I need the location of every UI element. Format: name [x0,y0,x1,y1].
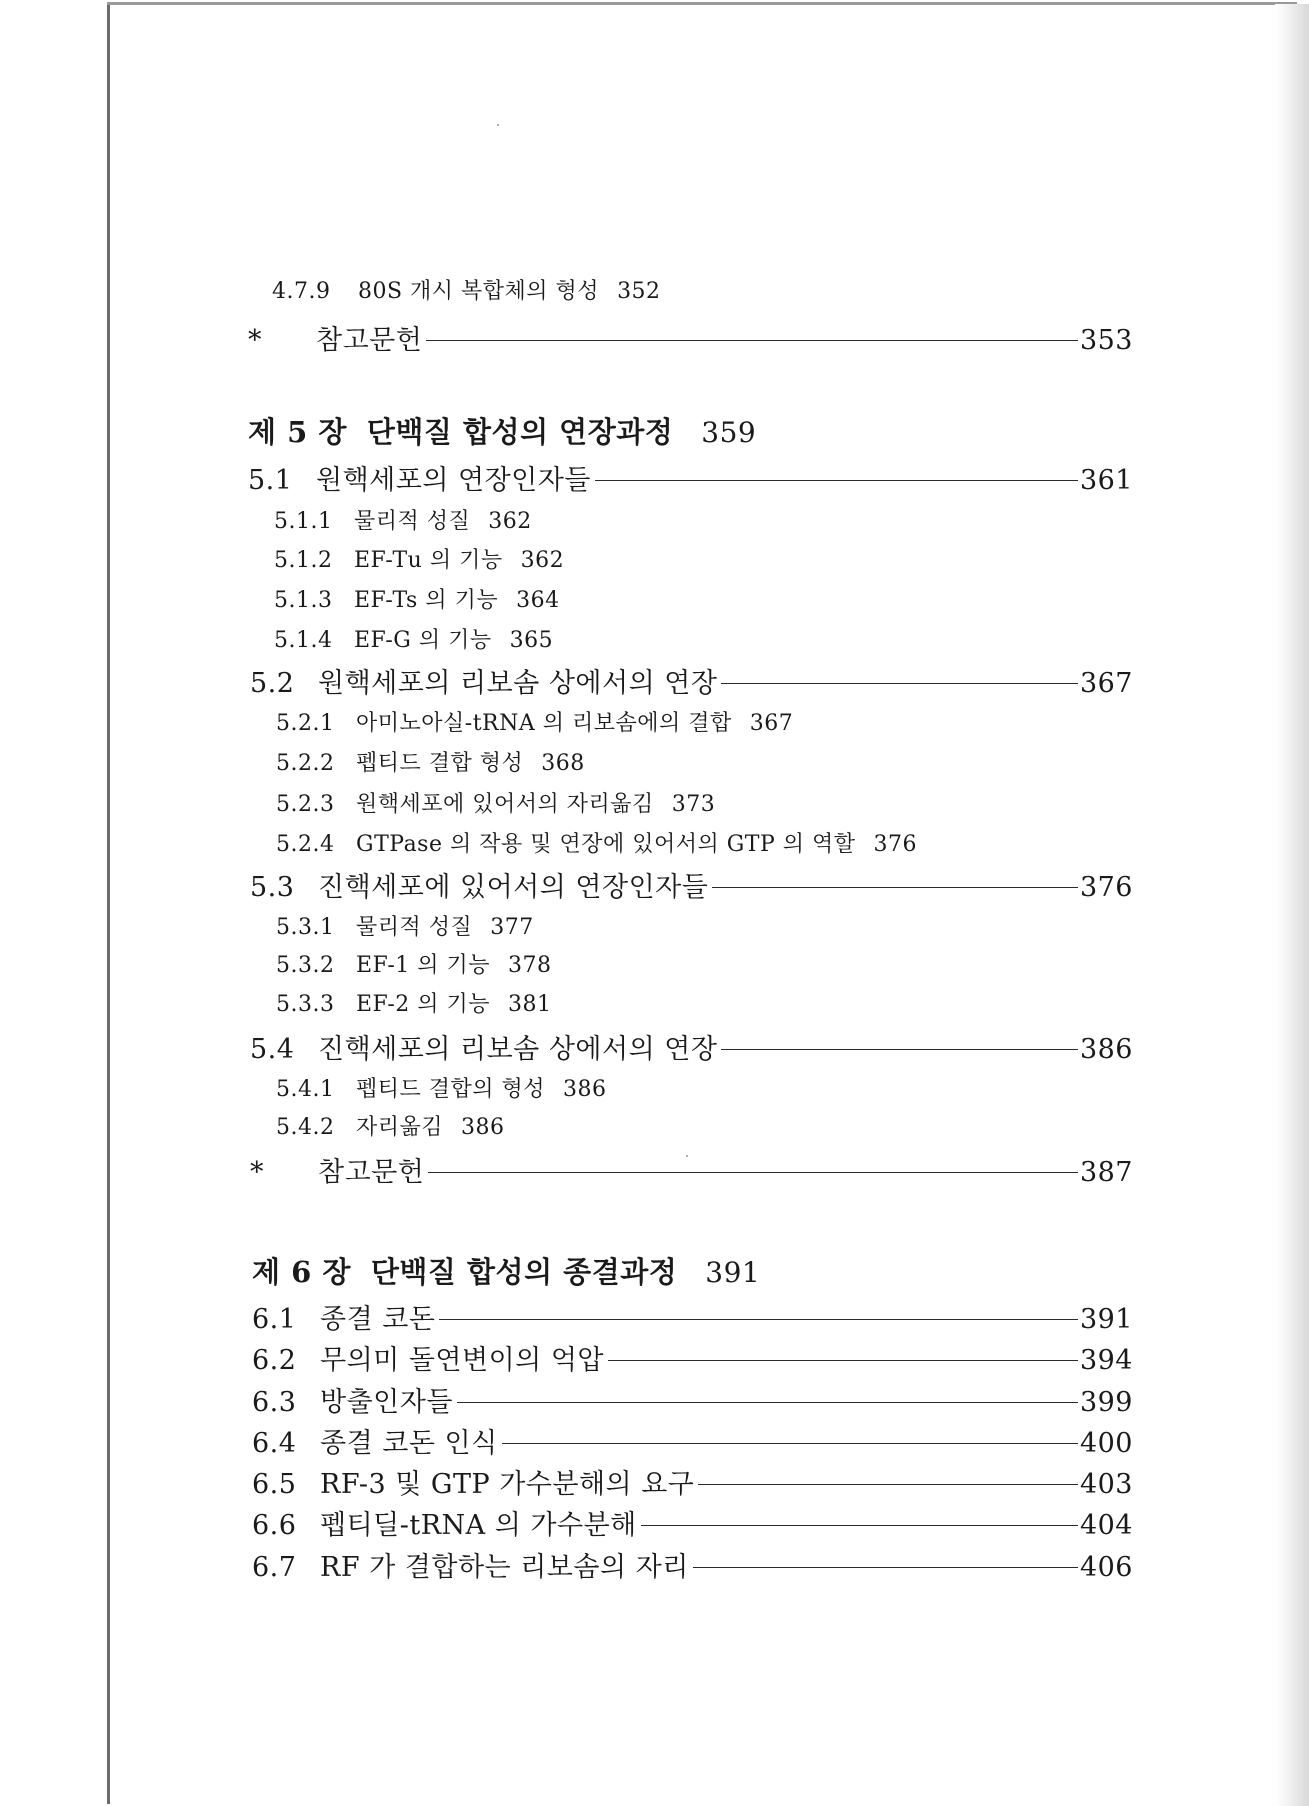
section-title: EF-Tu 의 기능 [354,548,503,573]
page-number: 404 [1079,1510,1133,1541]
chapter-heading-5 [248,410,756,451]
leader-line [502,1443,1078,1444]
page-number: 403 [1079,1469,1133,1500]
page-number: 400 [1079,1428,1133,1459]
section-title: 종결 코돈 인식 [320,1428,498,1459]
leader-line [457,1402,1078,1403]
page-number: 399 [1079,1387,1133,1418]
page-number: 365 [509,628,554,653]
section-title: EF-1 의 기능 [356,953,491,978]
toc-entry-5-4-1 [276,1072,607,1103]
page-number: 376 [873,832,918,857]
leader-line [693,1567,1078,1568]
toc-entry-5-2 [250,661,1133,700]
chapter-title: 단백질 합성의 종결과정 [370,1255,678,1289]
section-title: RF 가 결합하는 리보솜의 자리 [320,1552,689,1583]
section-number: 6.3 [252,1387,297,1418]
leader-line [426,340,1078,341]
toc-entry-5-4-2 [276,1110,505,1141]
page-number: 361 [1079,465,1133,496]
section-title: 펩티드 결합 형성 [356,751,524,776]
section-number: 5.1 [248,465,293,496]
section-number: 6.7 [252,1552,297,1583]
page-number: 352 [617,279,661,304]
section-title: 펩티드 결합의 형성 [356,1077,546,1102]
toc-entry-5-1-4 [274,623,553,654]
section-title: 원핵세포에 있어서의 자리옮김 [356,792,654,817]
section-title: EF-Ts 의 기능 [354,588,499,613]
chapter-title: 단백질 합성의 연장과정 [366,415,674,449]
section-number: 6.5 [252,1469,297,1500]
page-number: 406 [1079,1552,1133,1583]
leader-line [721,1049,1078,1050]
leader-line [712,887,1078,888]
toc-entry-5-2-4 [276,827,917,858]
page-number: 391 [705,1256,761,1289]
section-title: RF-3 및 GTP 가수분해의 요구 [320,1469,695,1500]
toc-entry-6-5 [252,1462,1133,1501]
section-title: EF-2 의 기능 [356,992,491,1017]
page-number: 378 [508,953,552,978]
leader-line [608,1360,1078,1361]
section-number: 5.4.1 [276,1077,335,1102]
section-title: 진핵세포의 리보솜 상에서의 연장 [318,1034,718,1065]
section-number: 5.1.3 [274,588,333,613]
toc-entry-5-1-1 [274,504,532,535]
section-title: 물리적 성질 [356,915,473,940]
section-title: EF-G 의 기능 [354,628,492,653]
section-title: 원핵세포의 리보솜 상에서의 연장 [318,668,718,699]
page-number: 368 [541,751,585,776]
toc-entry-6-4 [252,1421,1133,1460]
toc-entry-5-3-3 [276,987,552,1018]
section-number: 5.1.4 [274,628,333,653]
toc-entry-5-2-2 [276,746,585,777]
section-title: 진핵세포에 있어서의 연장인자들 [318,872,709,903]
leader-line [698,1484,1078,1485]
section-title: 종결 코돈 [320,1304,436,1335]
section-number: 5.3.1 [276,915,335,940]
page-number: 387 [1079,1157,1133,1188]
toc-entry-5-1-3 [274,583,560,614]
toc-entry-6-7 [252,1545,1133,1584]
page-number: 353 [1079,325,1133,356]
page-number: 367 [749,711,794,736]
section-title: 참고문헌 [318,1157,425,1188]
section-number: 5.2.4 [276,832,335,857]
leader-line [439,1319,1078,1320]
section-title: 참고문헌 [316,325,423,356]
section-number: 5.4.2 [276,1115,335,1140]
toc-entry-6-3 [252,1380,1133,1419]
page-number: 391 [1079,1304,1133,1335]
chapter-label: 제 5 장 [248,415,347,449]
section-number: 5.2 [250,668,295,699]
chapter-heading-6 [252,1250,760,1291]
chapter-label: 제 6 장 [252,1255,351,1289]
toc-entry-6-1 [252,1297,1133,1336]
page-number: 386 [563,1077,607,1102]
toc-entry-5-3-2 [276,948,552,979]
page-number: 376 [1079,872,1133,903]
bullet-star: * [250,1157,264,1188]
page-number: 367 [1079,668,1133,699]
toc-entry-references-ch5 [250,1150,1133,1189]
toc-entry-6-2 [252,1338,1133,1377]
page-number: 386 [461,1115,505,1140]
section-title: 80S 개시 복합체의 형성 [358,279,600,304]
leader-line [641,1525,1078,1526]
page-number: 364 [516,588,560,613]
page-number: 373 [671,792,716,817]
toc-entry-6-6 [252,1503,1133,1542]
section-number: 5.3 [250,872,295,903]
section-number: 6.1 [252,1304,297,1335]
toc-entry-5-3 [250,865,1133,904]
section-number: 6.2 [252,1345,297,1376]
section-number: 6.6 [252,1510,297,1541]
toc-entry-5-2-1 [276,706,793,737]
section-number: 5.2.2 [276,751,335,776]
toc-entry-5-2-3 [276,787,715,818]
section-title: 펩티딜-tRNA 의 가수분해 [320,1510,637,1541]
section-number: 5.3.3 [276,992,335,1017]
section-title: GTPase 의 작용 및 연장에 있어서의 GTP 의 역할 [356,832,856,857]
section-number: 4.7.9 [272,279,331,304]
section-title: 자리옮김 [356,1115,444,1140]
page-number: 359 [701,416,757,449]
toc-entry-5-1-2 [274,543,564,574]
section-number: 6.4 [252,1428,297,1459]
page-number: 362 [488,509,532,534]
section-number: 5.3.2 [276,953,335,978]
toc-entry-5-3-1 [276,910,534,941]
page-number: 381 [508,992,552,1017]
section-title: 물리적 성질 [354,509,471,534]
leader-line [721,683,1078,684]
section-title: 무의미 돌연변이의 억압 [320,1345,604,1376]
toc-entry-5-1 [248,458,1133,497]
section-number: 5.1.1 [274,509,333,534]
section-number: 5.4 [250,1034,295,1065]
section-title: 방출인자들 [320,1387,453,1418]
toc-entry-4-7-9 [272,274,661,305]
leader-line [428,1172,1078,1173]
leader-line [595,480,1078,481]
section-number: 5.2.1 [276,711,335,736]
toc-entry-references-ch4 [248,318,1133,357]
page-number: 394 [1079,1345,1133,1376]
section-title: 원핵세포의 연장인자들 [316,465,591,496]
page-number: 362 [520,548,565,573]
section-number: 5.2.3 [276,792,335,817]
section-title: 아미노아실-tRNA 의 리보솜에의 결합 [356,711,732,736]
page-number: 386 [1079,1034,1133,1065]
bullet-star: * [248,325,262,356]
toc-entry-5-4 [250,1027,1133,1066]
section-number: 5.1.2 [274,548,333,573]
page-number: 377 [490,915,534,940]
